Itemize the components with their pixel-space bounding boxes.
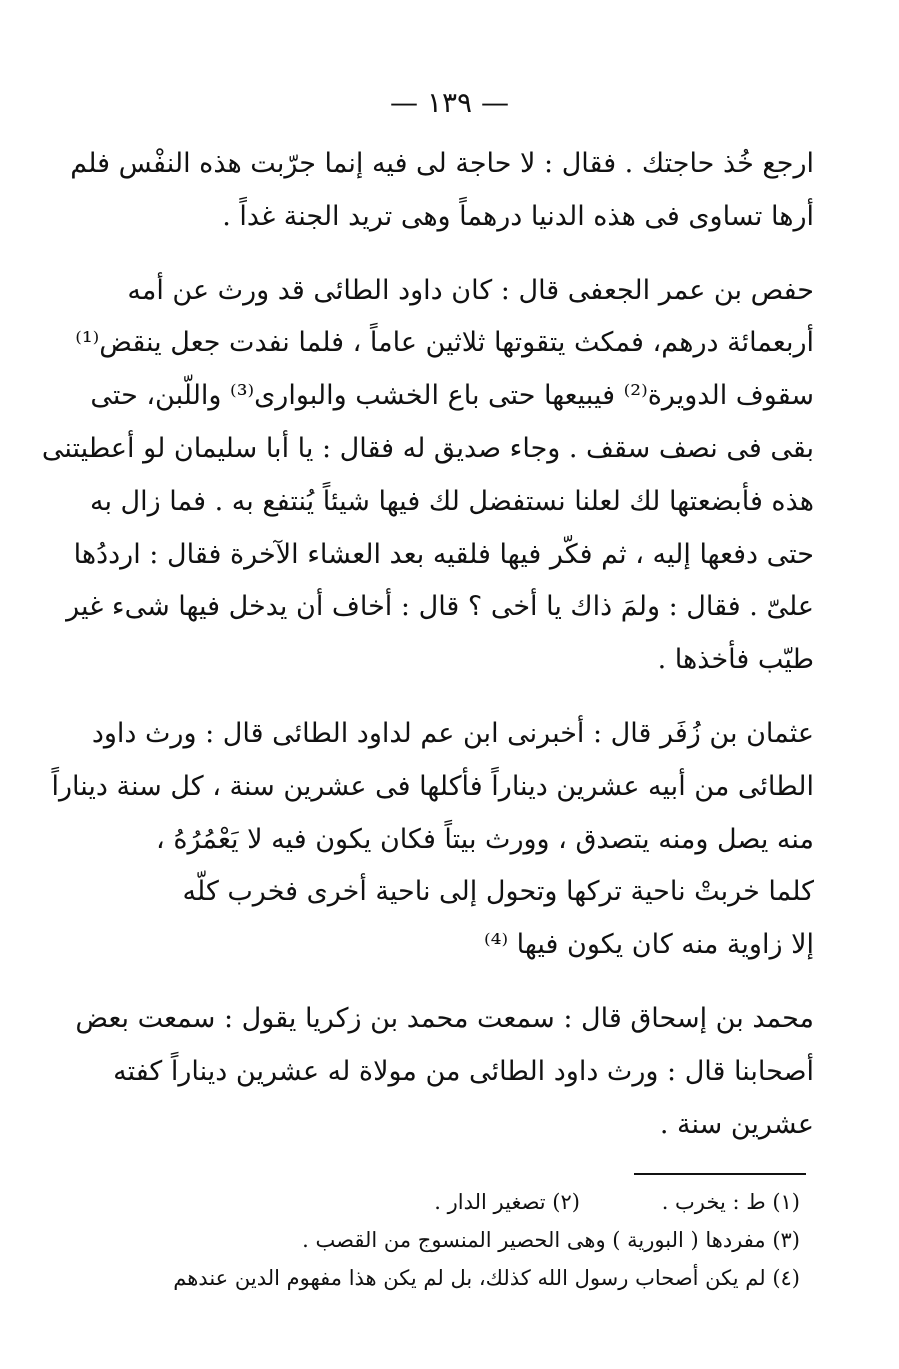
text-line: حتى دفعها إليه ، ثم فكّر فيها فلقيه بعد العشاء الآخرة فقال : ارددُها	[73, 538, 814, 570]
text-line: عشرين سنة .	[659, 1108, 814, 1140]
text-line: منه يصل ومنه يتصدق ، وورث بيتاً فكان يكون فيه لا يَعْمُرُهُ ،	[156, 823, 814, 855]
text-line: محمد بن إسحاق قال : سمعت محمد بن زكريا يقول : سمعت بعض	[75, 1002, 814, 1034]
paragraph-2	[41, 265, 814, 687]
text-line: طيّب فأخذها .	[657, 644, 814, 676]
text-line: حفص بن عمر الجعفى قال : كان داود الطائى قد ورث عن أمه	[127, 274, 814, 306]
text-line: أرها تساوى فى هذه الدنيا درهماً وهى تريد الجنة غداً .	[222, 200, 814, 232]
text-line: الطائى من أبيه عشرين ديناراً فأكلها فى عشرين سنة ، كل سنة ديناراً	[51, 770, 814, 802]
text-line: أربعمائة درهم، فمكث يتقوتها ثلاثين عاماً ، فلما نفدت جعل ينقض⁽¹⁾	[75, 327, 814, 359]
footnote-1: (١) ط : يخرب .	[661, 1190, 800, 1214]
footnote-divider	[634, 1173, 806, 1175]
footnotes	[150, 1183, 800, 1297]
text-line: سقوف الدويرة⁽²⁾ فيبيعها حتى باع الخشب والبوارى⁽³⁾ واللّبن، حتى	[90, 380, 814, 412]
paragraph-3	[51, 708, 814, 972]
text-line: كلما خربتْ ناحية تركها وتحول إلى ناحية أخرى فخرب كلّه	[182, 876, 814, 908]
footnote-2: (٢) تصغير الدار .	[434, 1190, 580, 1214]
text-line: علىّ . فقال : ولمَ ذاك يا أخى ؟ قال : أخاف أن يدخل فيها شىء غير	[66, 591, 814, 623]
text-line: أصحابنا قال : ورث داود الطائى من مولاة له عشرين ديناراً كفته	[113, 1055, 814, 1087]
text-line: بقى فى نصف سقف . وجاء صديق له فقال : يا أبا سليمان لو أعطيتنى	[41, 432, 814, 464]
page-number: — ١٣٩ —	[390, 86, 509, 119]
footnote-3: (٣) مفردها ( البورية ) وهى الحصير المنسوج من القصب .	[302, 1228, 800, 1252]
text-line: هذه فأبضعتها لك لعلنا نستفضل لك فيها شيئاً يُنتفع به . فما زال به	[89, 485, 814, 517]
paragraph-4	[75, 993, 814, 1151]
text-line: عثمان بن زُفَر قال : أخبرنى ابن عم لداود الطائى قال : ورث داود	[91, 717, 814, 749]
footnote-4: (٤) لم يكن أصحاب رسول الله كذلك، بل لم يكن هذا مفهوم الدين عندهم	[173, 1266, 800, 1290]
main-text	[41, 138, 814, 1151]
text-line: ارجع خُذ حاجتك . فقال : لا حاجة لى فيه إنما جرّبت هذه النفْس فلم	[70, 148, 814, 179]
text-line: إلا زاوية منه كان يكون فيها ⁽⁴⁾	[484, 929, 814, 961]
footnote-row	[150, 1183, 800, 1221]
paragraph-1	[70, 138, 814, 244]
